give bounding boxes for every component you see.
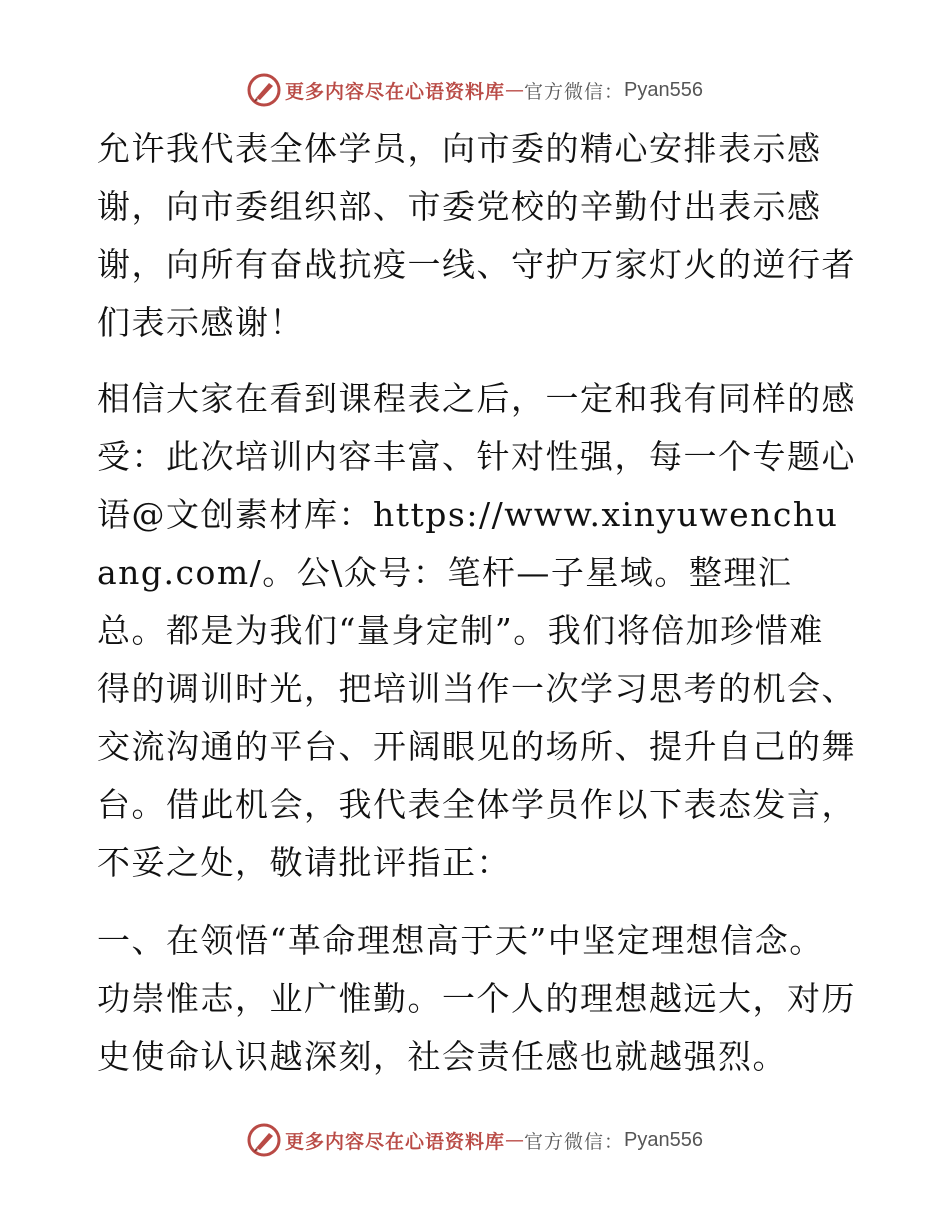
- paragraph-training: 相信大家在看到课程表之后，一定和我有同样的感受：此次培训内容丰富、针对性强，每一个专题心语@文创素材库：https://www.xinyuwenchuang.com/。公\众号：笔杆—子星域。整理汇总。都是为我们“量身定制”。我们将倍加珍惜难得的调训时光，把培训当作一次学习思考的机会、交流沟通的平台、开阔眼见的场所、提升自己的舞台。借此机会，我代表全体学员作以下表态发言，不妥之处，敬请批评指正：: [97, 379, 856, 882]
- watermark-wechat-label: 官方微信：: [524, 80, 625, 103]
- watermark-dash: —: [505, 79, 525, 101]
- paragraph-point-one: 一、在领悟“革命理想高于天”中坚定理想信念。功崇惟志，业广惟勤。一个人的理想越远大，对历史使命认识越深刻，社会责任感也就越强烈。: [97, 921, 856, 1076]
- document-body: [97, 120, 857, 1086]
- pen-logo-icon: [247, 1123, 281, 1157]
- footer-watermark: [0, 1120, 950, 1160]
- watermark-wechat-id: Pyan556: [624, 78, 703, 101]
- watermark-wechat-label: 官方微信：: [524, 1130, 625, 1153]
- watermark-wechat-id: Pyan556: [624, 1128, 703, 1151]
- header-watermark: [0, 70, 950, 110]
- watermark-dash: —: [505, 1129, 525, 1151]
- watermark-brand: 更多内容尽在心语资料库: [285, 80, 506, 103]
- paragraph-thanks: 允许我代表全体学员，向市委的精心安排表示感谢，向市委组织部、市委党校的辛勤付出表示感谢，向所有奋战抗疫一线、守护万家灯火的逆行者们表示感谢！: [97, 129, 856, 342]
- pen-logo-icon: [247, 73, 281, 107]
- watermark-brand: 更多内容尽在心语资料库: [285, 1130, 506, 1153]
